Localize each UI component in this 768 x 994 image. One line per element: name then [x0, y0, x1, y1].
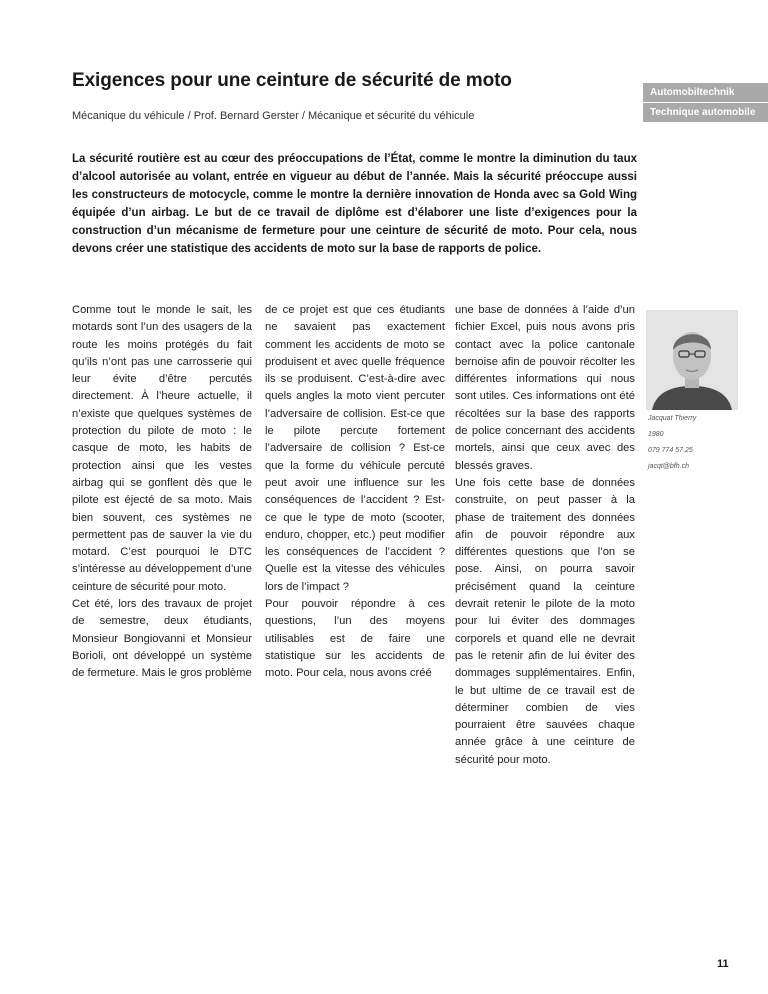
- author-info: [648, 414, 696, 478]
- body-paragraph: de ce projet est que ces étudiants ne savaient pas exactement comment les accidents de moto se produisent et avec quelle fréquence ils se produisent. C’est-à-dire avec quels angles la moto vient percuter l’adversaire de collision. Est-ce que le pilote percute fortement l’adversaire de collision ? Est-ce que la forme du véhicule percuté peut avoir une influence sur les conséquences de l’accident ? Est-ce que le type de moto (scooter, enduro, chopper, etc.) peut modifier les conséquences de l’accident ? Quelle est la vitesse des véhicules lors de l’impact ?: [265, 304, 445, 593]
- author-email: jacqt@bfh.ch: [648, 463, 689, 470]
- body-paragraph: Cet été, lors des travaux de projet de semestre, deux étudiants, Monsieur Bongiovanni et Monsieur Borioli, ont développé un système de fermeture. Mais le gros problème: [72, 598, 252, 680]
- section-tag-french: Technique automobile: [643, 102, 768, 122]
- page-title: Exigences pour une ceinture de sécurité de moto: [72, 70, 512, 91]
- author-phone: 079 774 57 25: [648, 447, 693, 454]
- body-paragraph: Pour pouvoir répondre à ces questions, l’un des moyens utilisables est de faire une statistique sur les accidents de moto. Pour cela, nous avons créé: [265, 598, 445, 680]
- section-tag-german: Automobiltechnik: [650, 87, 735, 98]
- body-paragraph: Une fois cette base de données construite, on peut passer à la phase de traitement des données afin de pouvoir répondre aux différentes questions que l’on se pose. Ainsi, on pourra savoir précisément quand la ceinture devrait retenir le pilote de la moto pour lui éviter des dommages corporels et quand elle ne devrait pas le retenir afin de lui éviter des dommages supplémentaires. Enfin, le but ultime de ce travail est de déterminer combien de vies pourraient être sauvées chaque année grâce à une ceinture de sécurité pour moto.: [455, 476, 635, 766]
- body-paragraph: une base de données à l’aide d’un fichier Excel, puis nous avons pris contact avec la police cantonale bernoise afin de pouvoir récolter les différentes informations qui nous sont utiles. Ces informations ont été récoltées sur la base des rapports de police concernant des accidents mortels, ainsi que ceux avec des blessés graves.: [455, 304, 635, 472]
- body-paragraph: Comme tout le monde le sait, les motards sont l’un des usagers de la route les moins protégés du fait qu’ils n’ont pas une carrosserie qui leur évite d’être percutés directement. À l’heure actuelle, il n’existe que quelques systèmes de protection du pilote de moto : le casque de moto, les habits de protection ainsi que les vestes airbag qui se gonflent dès que le pilote est éjecté de sa moto. Mais bien souvent, ces systèmes ne permettent pas de sauver la vie du motard. C’est pourquoi le DTC s’intéresse au développement d’une ceinture de sécurité pour moto.: [72, 304, 252, 593]
- author-name: Jacquat Thierry: [648, 415, 697, 422]
- author-photo: [646, 310, 738, 410]
- lead-paragraph: La sécurité routière est au cœur des préoccupations de l’État, comme le montre la diminution du taux d’alcool autorisée au volant, entrée en vigueur au début de l’année. Mais la sécurité préoccupe aussi les constructeurs de motocycle, comme le montre la dernière innovation de Honda avec sa Gold Wing équipée d’un airbag. Le but de ce travail de diplôme est d’élaborer une liste d’exigences pour la construction d’un mécanisme de fermeture pour une ceinture de sécurité de moto. Pour cela, nous devons créer une statistique des accidents de moto sur la base de rapports de police.: [72, 153, 637, 255]
- body-column-3: [455, 302, 635, 769]
- body-column-1: [72, 302, 252, 683]
- article-subtitle: Mécanique du véhicule / Prof. Bernard Gerster / Mécanique et sécurité du véhicule: [72, 110, 475, 122]
- section-tag: [643, 83, 768, 122]
- page-number: 11: [717, 958, 729, 970]
- author-year: 1980: [648, 431, 664, 438]
- body-column-2: [265, 302, 445, 683]
